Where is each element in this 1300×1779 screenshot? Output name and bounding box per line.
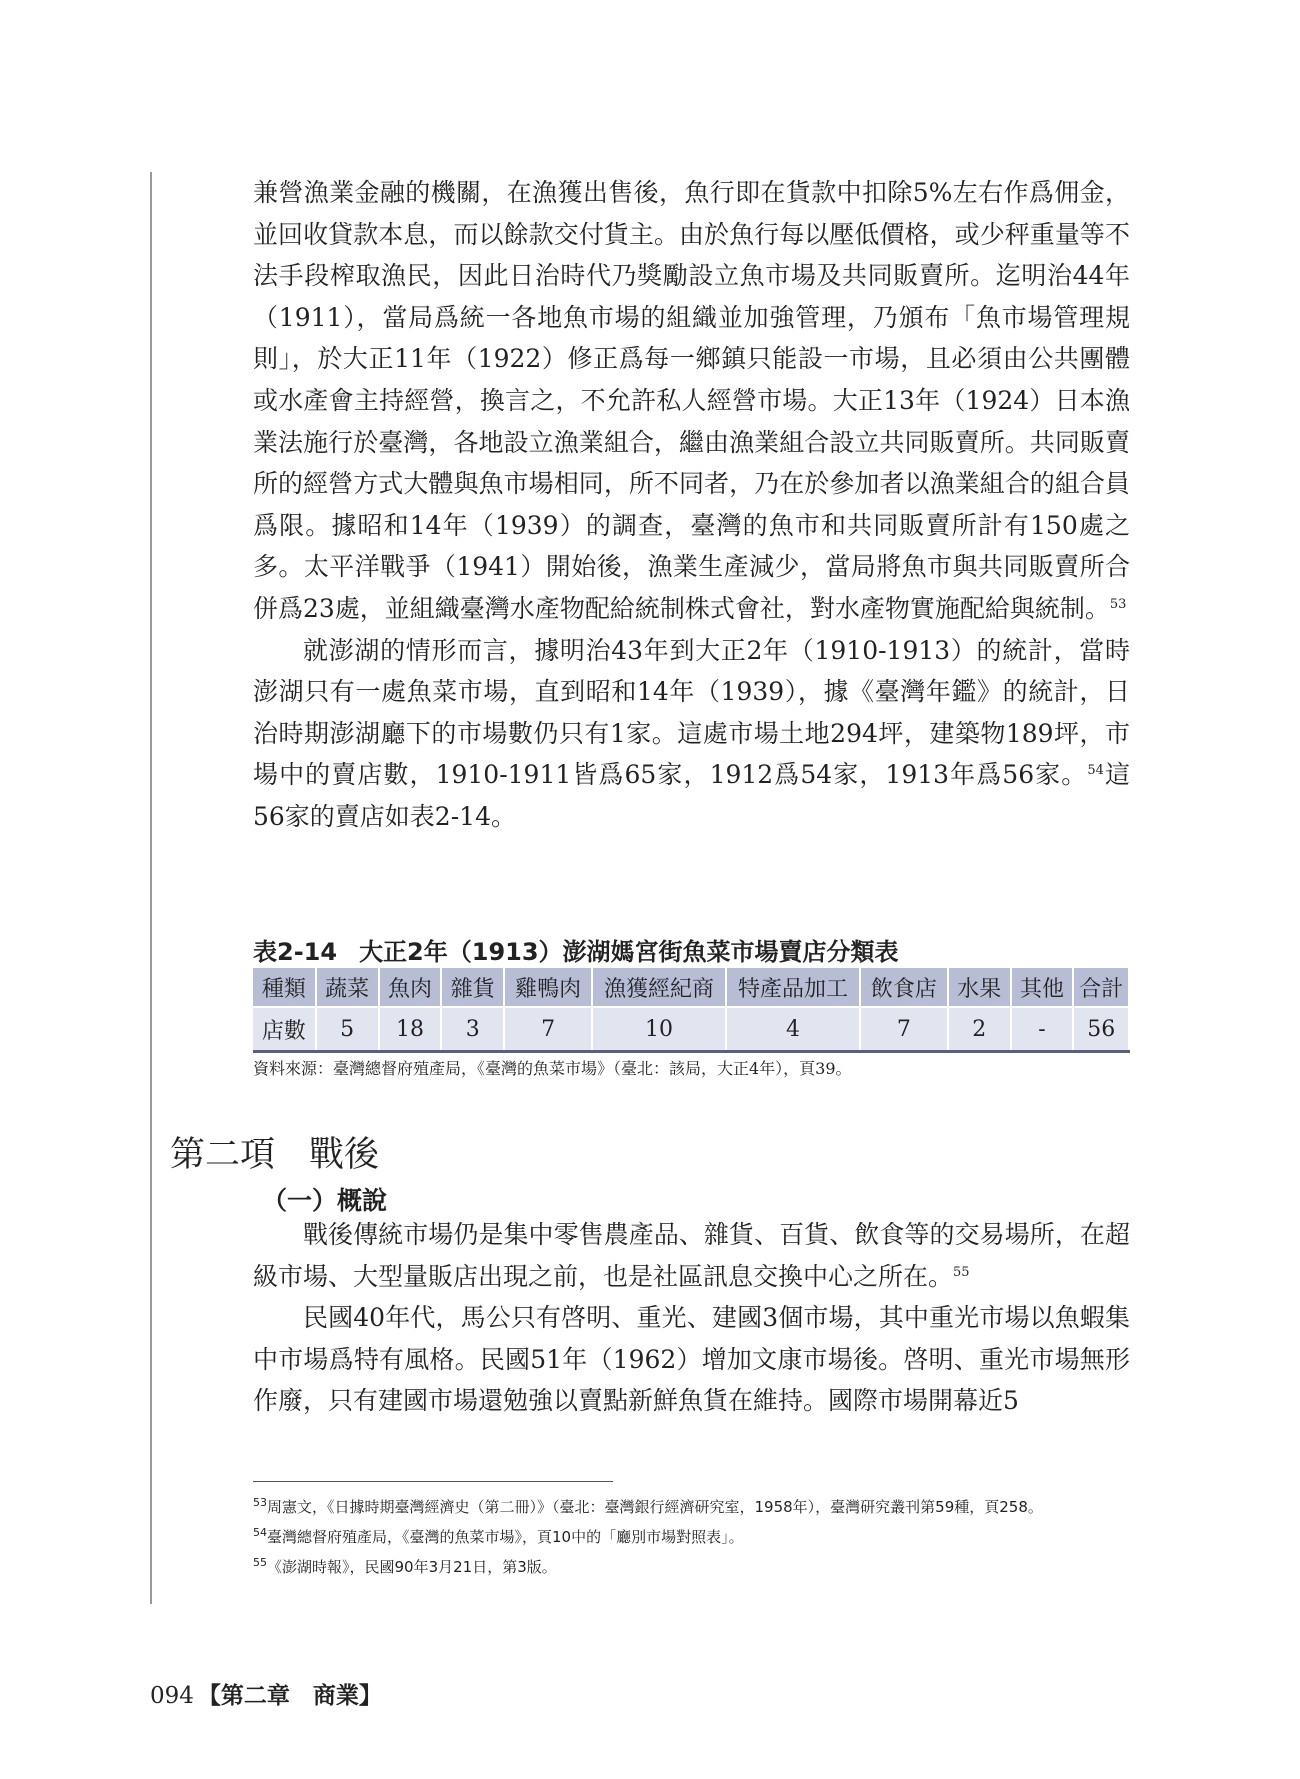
table-title xyxy=(253,932,899,967)
table-header-row xyxy=(253,968,1129,1007)
margin-rule xyxy=(150,172,152,1604)
header-cell: 合計 xyxy=(1073,968,1129,1007)
page-number: 094 xyxy=(150,1683,194,1709)
header-cell: 蔬菜 xyxy=(316,968,379,1007)
intro-paragraph: 兼營漁業金融的機關，在漁獲出售後，魚行即在貨款中扣除5%左右作爲佣金，並回收貸款本息，而以餘款交付貨主。由於魚行每以壓低價格，或少秤重量等不法手段榨取漁民，因此日治時代乃獎勵設立魚市場及共同販賣所。迄明治44年（1911），當局爲統一各地魚市場的組織並加強管理，乃頒布「魚市場管理規則」，於大正11年（1922）修正爲每一鄉鎮只能設一市場，且必須由公共團體或水產會主持經營，換言之，不允許私人經營市場。大正13年（1924）日本漁業法施行於臺灣，各地設立漁業組合，繼由漁業組合設立共同販賣所。共同販賣所的經營方式大體與魚市場相同，所不同者，乃在於參加者以漁業組合的組合員爲限。據昭和14年（1939）的調查，臺灣的魚市和共同販賣所計有150處之多。太平洋戰爭（1941）開始後，漁業生產減少，當局將魚市與共同販賣所合併爲23處，並組織臺灣水產物配給統制株式會社，對水產物實施配給與統制。$^{53}$ xyxy=(253,178,1130,623)
main-text-bottom xyxy=(253,1214,1130,1422)
header-cell: 特產品加工 xyxy=(726,968,860,1007)
header-cell: 飲食店 xyxy=(860,968,948,1007)
table-cell: 7 xyxy=(860,1007,948,1052)
table-cell: 2 xyxy=(948,1007,1011,1052)
main-text-top xyxy=(253,172,1130,838)
header-cell: 雜貨 xyxy=(441,968,504,1007)
table-cell: 7 xyxy=(504,1007,592,1052)
footnote-ref-54[interactable]: 54 xyxy=(1087,763,1104,779)
footnote-ref-55[interactable]: 55 xyxy=(953,1264,970,1280)
penghu-paragraph: 就澎湖的情形而言，據明治43年到大正2年（1910-1913）的統計，當時澎湖只有一處魚菜市場，直到昭和14年（1939），據《臺灣年鑑》的統計，日治時期澎湖廳下的市場數仍只有1家。這處市場土地294坪，建築物189坪，市場中的賣店數，1910-1911皆爲65家，1912爲54家，1913年爲56家。$^{54}$這56家的賣店如表2-14。 xyxy=(253,635,1130,831)
table-cell: 3 xyxy=(441,1007,504,1052)
section-number: 第二項 xyxy=(170,1135,276,1175)
table-label: 表2-14 xyxy=(253,938,338,966)
table-cell: 18 xyxy=(379,1007,442,1052)
chapter-label: 【第二章 商業】 xyxy=(197,1682,382,1709)
table-caption: 大正2年（1913）澎湖媽宮街魚菜市場賣店分類表 xyxy=(359,938,899,966)
footnote: $^{55}$《澎湖時報》，民國90年3月21日，第3版。 xyxy=(253,1556,557,1576)
footnote-divider xyxy=(253,1481,613,1482)
header-cell: 種類 xyxy=(253,968,316,1007)
table-cell: 4 xyxy=(726,1007,860,1052)
header-cell: 漁獲經紀商 xyxy=(592,968,726,1007)
footnote: $^{53}$周憲文，《日據時期臺灣經濟史（第二冊）》（臺北：臺灣銀行經濟研究室，1958年），臺灣研究叢刊第59種，頁258。 xyxy=(253,1496,1043,1516)
footnote: $^{54}$臺灣總督府殖產局，《臺灣的魚菜市場》，頁10中的「廳別市場對照表」。 xyxy=(253,1526,744,1546)
table-cell: 5 xyxy=(316,1007,379,1052)
row-label-cell: 店數 xyxy=(253,1007,316,1052)
table-cell: - xyxy=(1011,1007,1074,1052)
shop-category-table xyxy=(253,968,1130,1053)
header-cell: 雞鴨肉 xyxy=(504,968,592,1007)
table-row xyxy=(253,1007,1129,1052)
page-footer xyxy=(150,1677,382,1710)
postwar-paragraph-2: 民國40年代，馬公只有啓明、重光、建國3個市場，其中重光市場以魚蝦集中市場爲特有風格。民國51年（1962）增加文康市場後。啓明、重光市場無形作廢，只有建國市場還勉強以賣點新鮮魚貨在維持。國際市場開幕近5 xyxy=(253,1303,1130,1416)
postwar-paragraph-1: 戰後傳統市場仍是集中零售農產品、雜貨、百貨、飲食等的交易場所，在超級市場、大型量販店出現之前，也是社區訊息交換中心之所在。$^{55}$ xyxy=(253,1220,1130,1291)
header-cell: 魚肉 xyxy=(379,968,442,1007)
header-cell: 水果 xyxy=(948,968,1011,1007)
header-cell: 其他 xyxy=(1011,968,1074,1007)
table-cell: 56 xyxy=(1073,1007,1129,1052)
footnotes xyxy=(253,1494,1133,1584)
footnote-ref-53[interactable]: 53 xyxy=(1109,596,1127,612)
table-source: 資料來源：臺灣總督府殖產局，《臺灣的魚菜市場》（臺北：該局，大正4年），頁39。 xyxy=(253,1059,852,1078)
subsection-heading: （一）概說 xyxy=(262,1186,388,1215)
section-heading xyxy=(170,1127,379,1177)
table-cell: 10 xyxy=(592,1007,726,1052)
section-title: 戰後 xyxy=(309,1135,380,1175)
